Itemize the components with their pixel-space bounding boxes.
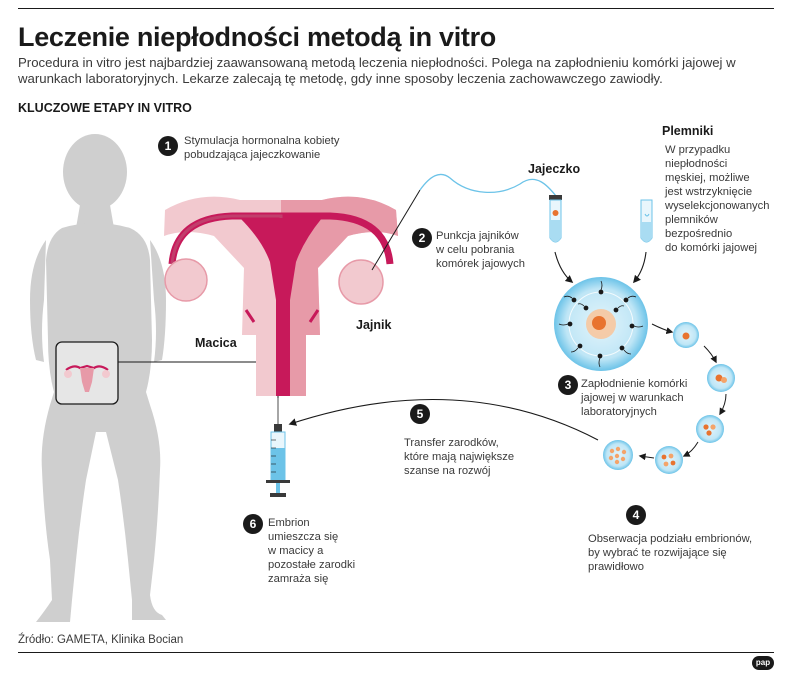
step-2-badge: 2 xyxy=(412,228,432,248)
section-heading: KLUCZOWE ETAPY IN VITRO xyxy=(18,101,192,115)
arrow-transfer xyxy=(290,400,598,441)
uterus-diagram xyxy=(164,197,398,418)
label-egg: Jajeczko xyxy=(528,162,581,176)
page-title: Leczenie niepłodności metodą in vitro xyxy=(18,22,496,52)
step-3-badge: 3 xyxy=(558,375,578,395)
step-1-badge: 1 xyxy=(158,136,178,156)
bottom-rule xyxy=(18,652,774,653)
arrow-sperm-to-cell xyxy=(634,252,646,282)
label-sperm: Plemniki xyxy=(662,124,714,138)
sperm-note: W przypadku niepłodności męskiej, możliwe jest wstrzyknięcie wyselekcjonowanych plemników bezpośrednio do komórki jajowej xyxy=(665,144,770,254)
step-4-text: Obserwacja podziału embrionów, by wybrać te rozwijające się prawidłowo xyxy=(588,533,753,573)
pap-logo: pap xyxy=(752,656,774,670)
page-subtitle: Procedura in vitro jest najbardziej zaawansowaną metodą leczenia niepłodności. Polega na zapłodnieniu komórki jajowej w warunkach laboratoryjnych. Lekarze zalecają tę metodę, gdy inne sposoby leczenia zachowawczego zawiodły. xyxy=(18,55,736,86)
step-5-text: Transfer zarodków, które mają największe szanse na rozwój xyxy=(404,437,515,477)
step-5-badge: 5 xyxy=(410,404,430,424)
sperm-test-tube xyxy=(641,200,652,242)
label-uterus: Macica xyxy=(195,336,237,350)
embryo-syringe xyxy=(266,398,290,497)
label-ovary: Jajnik xyxy=(356,318,392,332)
fertilization-cell xyxy=(554,277,648,371)
step-4-badge: 4 xyxy=(626,505,646,525)
source-note: Źródło: GAMETA, Klinika Bocian xyxy=(18,634,184,646)
step-1-text: Stymulacja hormonalna kobiety pobudzająca jajeczkowanie xyxy=(184,135,340,161)
arrow-egg-to-cell xyxy=(555,252,572,282)
step-3-text: Zapłodnienie komórki jajowej w warunkach laboratoryjnych xyxy=(581,378,688,418)
step-6-text: Embrion umieszcza się w macicy a pozostałe zarodki zamraża się xyxy=(268,517,356,585)
egg-test-tube xyxy=(549,195,562,242)
step-2-text: Punkcja jajników w celu pobrania komórek jajowych xyxy=(436,230,525,270)
step-6-badge: 6 xyxy=(243,514,263,534)
